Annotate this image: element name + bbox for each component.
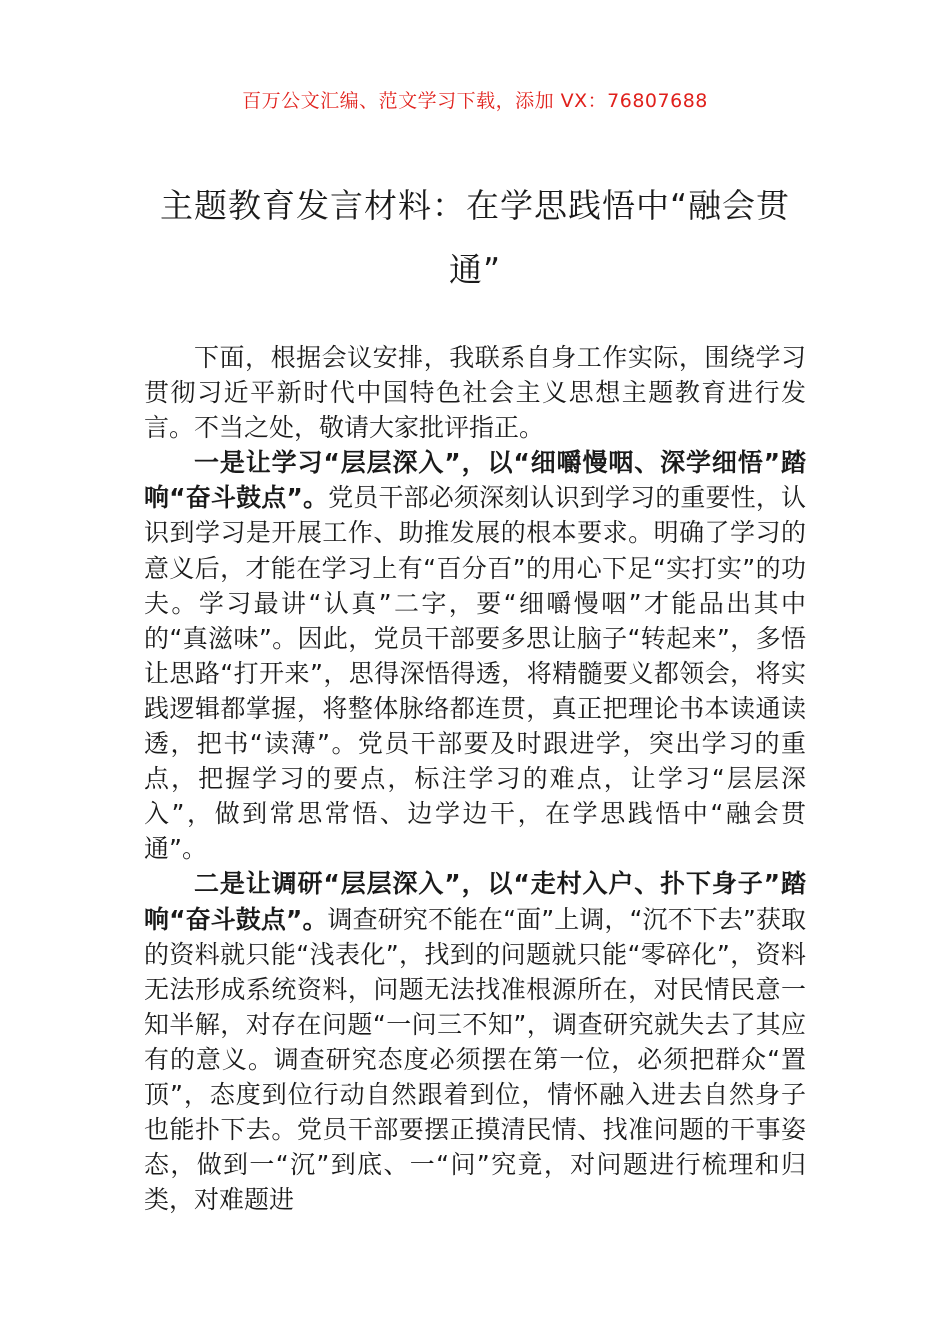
paragraph-text: 调查研究不能在“面”上调，“沉不下去”获取的资料就只能“浅表化”，找到的问题就只能“零碎化”，资料无法形成系统资料，问题无法找准根源所在，对民情民意一知半解，对存在问题“一问三不知”，调查研究就失去了其应有的意义。调查研究态度必须摆在第一位，必须把群众“置顶”，态度到位行动自然跟着到位，情怀融入进去自然身子也能扑下去。党员干部要摆正摸清民情、找准问题的干事姿态，做到一“沉”到底、一“问”究竟，对问题进行梳理和归类，对难题进 [144,904,806,1215]
header-download-note: 百万公文汇编、范文学习下载，添加 VX：76807688 [242,90,708,112]
document-title: 主题教育发言材料：在学思践悟中“融会贯通” [159,186,791,289]
paragraph-lead: 二是让调研“层层深入”，以“走村入户、扑下身子”踏响“奋斗鼓点”。 [144,869,806,934]
document-body [144,340,806,1217]
paragraph-intro [144,340,806,445]
paragraph-point-two [144,866,806,1217]
paragraph-lead: 一是让学习“层层深入”，以“细嚼慢咽、深学细悟”踏响“奋斗鼓点”。 [144,448,806,513]
paragraph-text: 下面，根据会议安排，我联系自身工作实际，围绕学习贯彻习近平新时代中国特色社会主义思想主题教育进行发言。不当之处，敬请大家批评指正。 [144,343,806,443]
paragraph-text: 党员干部必须深刻认识到学习的重要性，认识到学习是开展工作、助推发展的根本要求。明确了学习的意义后，才能在学习上有“百分百”的用心下足“实打实”的功夫。学习最讲“认真”二字，要“细嚼慢咽”才能品出其中的“真滋味”。因此，党员干部要多思让脑子“转起来”，多悟让思路“打开来”，思得深悟得透，将精髓要义都领会，将实践逻辑都掌握，将整体脉络都连贯，真正把理论书本读通读透，把书“读薄”。党员干部要及时跟进学，突出学习的重点，把握学习的要点，标注学习的难点，让学习“层层深入”，做到常思常悟、边学边干，在学思践悟中“融会贯通”。 [144,483,806,864]
paragraph-point-one [144,445,806,866]
